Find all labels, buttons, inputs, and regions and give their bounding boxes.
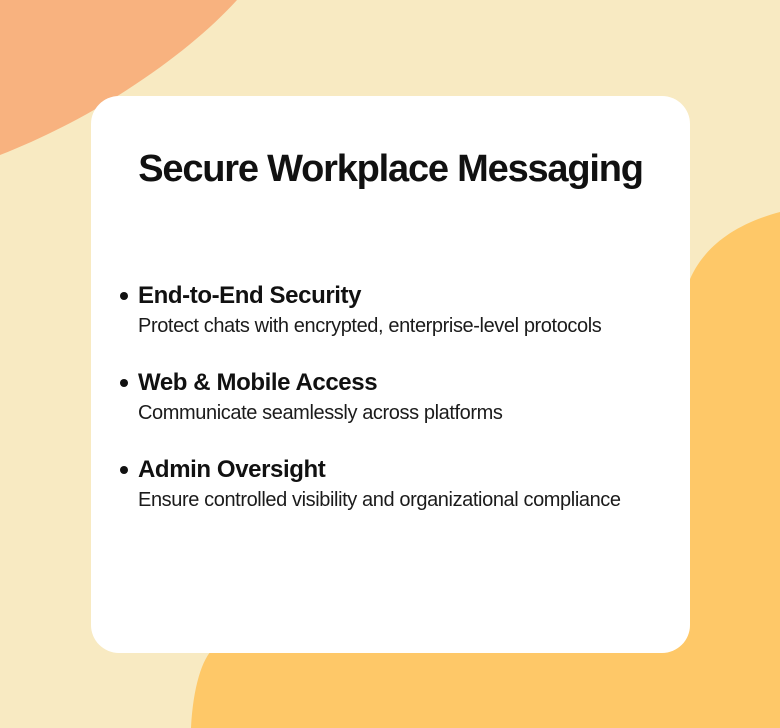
bullet-dot-icon (120, 379, 128, 387)
content-card (91, 96, 690, 653)
feature-heading: Admin Oversight (138, 456, 326, 483)
feature-item-web-mobile-access (120, 368, 666, 428)
feature-description: Ensure controlled visibility and organizational compliance (138, 489, 621, 511)
feature-list (120, 281, 666, 542)
feature-description: Communicate seamlessly across platforms (138, 402, 503, 424)
card-title: Secure Workplace Messaging (138, 148, 643, 190)
feature-heading: End-to-End Security (138, 282, 362, 309)
feature-item-end-to-end-security (120, 281, 666, 341)
feature-texts (138, 281, 601, 341)
feature-heading: Web & Mobile Access (138, 369, 378, 396)
bullet-dot-icon (120, 466, 128, 474)
feature-texts (138, 368, 503, 428)
bullet-dot-icon (120, 292, 128, 300)
feature-item-admin-oversight (120, 455, 666, 515)
feature-texts (138, 455, 621, 515)
feature-description: Protect chats with encrypted, enterprise-level protocols (138, 315, 602, 337)
